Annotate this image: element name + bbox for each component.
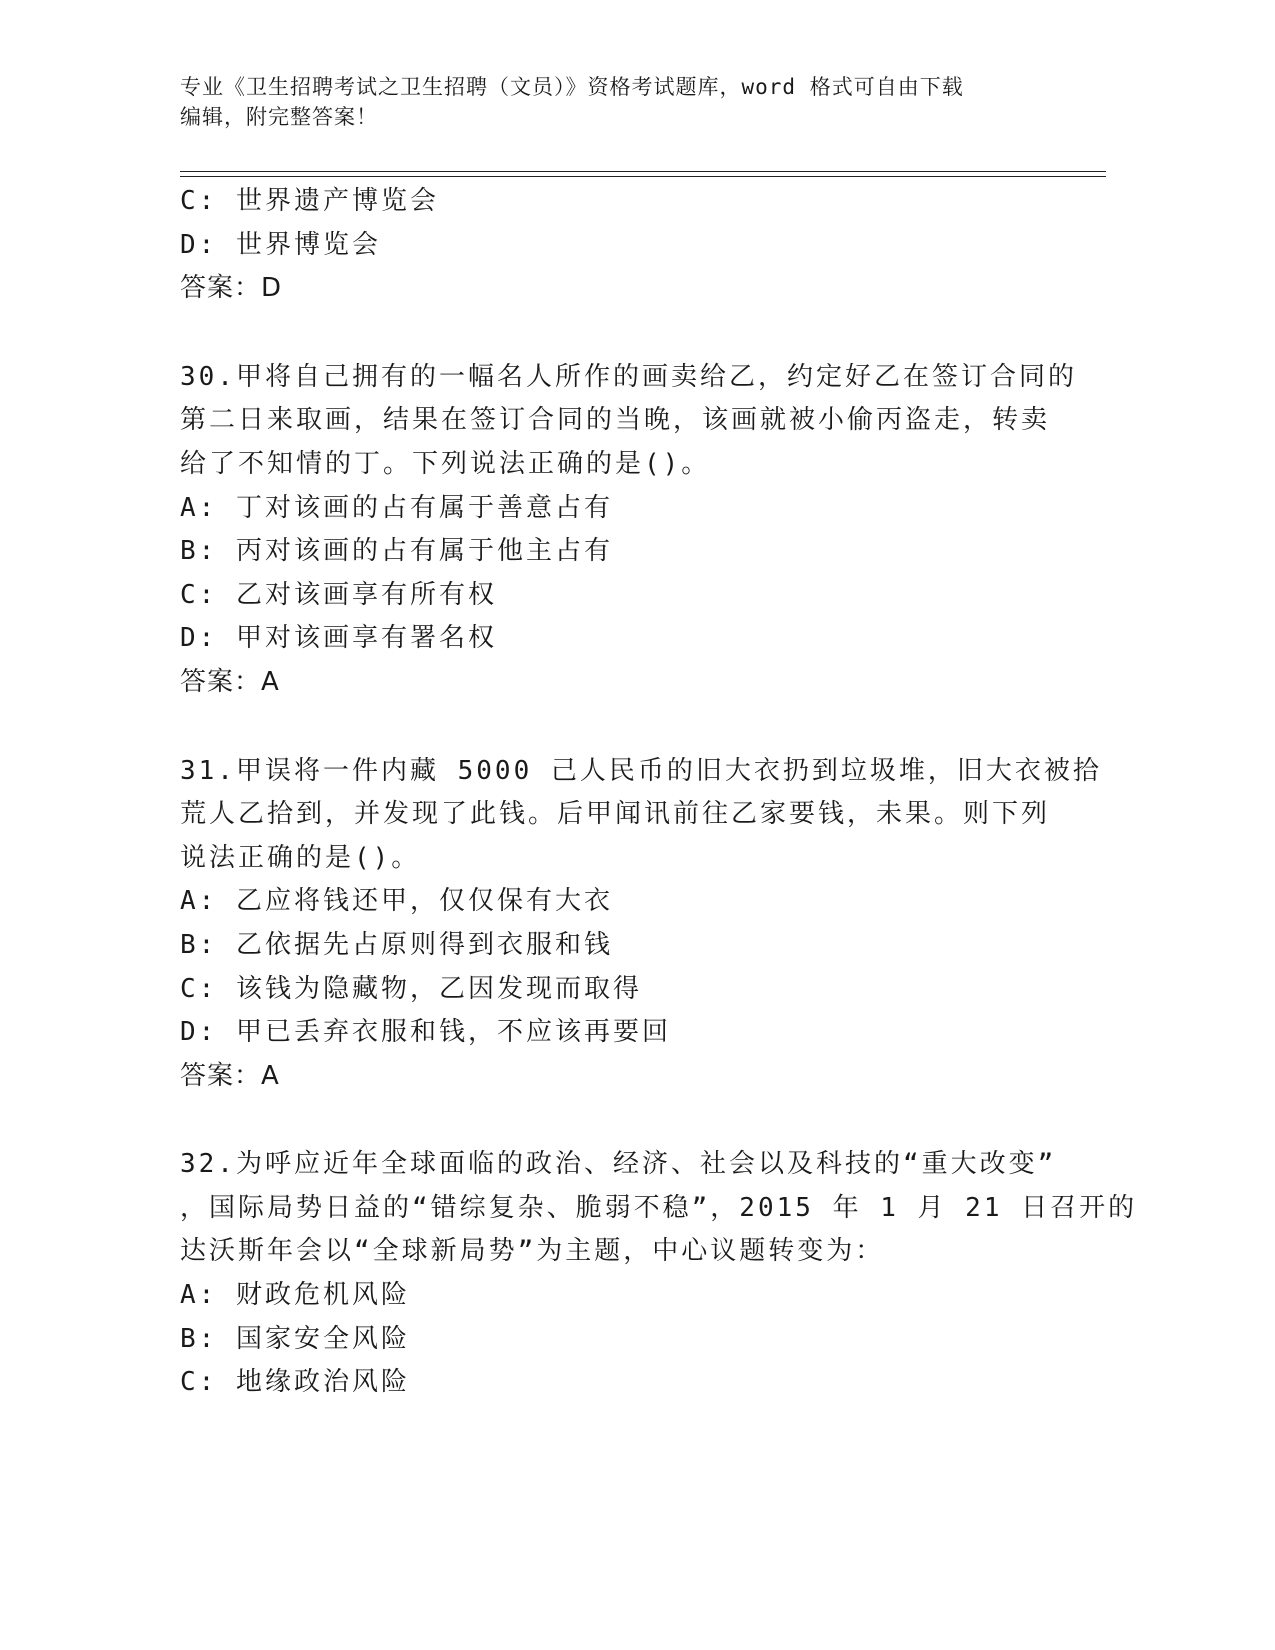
header-rule-bottom <box>180 176 1106 177</box>
option-b: B: 丙对该画的占有属于他主占有 <box>180 536 613 567</box>
question-text-line: 荒人乙拾到，并发现了此钱。后甲闻讯前往乙家要钱，未果。则下列 <box>180 799 1051 830</box>
option-c: C: 地缘政治风险 <box>180 1367 410 1398</box>
option-c: C: 世界遗产博览会 <box>180 186 439 216</box>
question-text-line: 31.甲误将一件内藏 5000 己人民币的旧大衣扔到垃圾堆，旧大衣被拾 <box>180 755 1102 786</box>
option-a: A: 丁对该画的占有属于善意占有 <box>180 492 613 523</box>
option-a: A: 乙应将钱还甲，仅仅保有大衣 <box>180 886 613 917</box>
option-d: D: 甲已丢弃衣服和钱，不应该再要回 <box>180 1017 671 1048</box>
answer-line: 答案：A <box>180 1060 280 1091</box>
question-text-line: ，国际局势日益的“错综复杂、脆弱不稳”，2015 年 1 月 21 日召开的 <box>180 1192 1138 1223</box>
question-32 <box>180 1143 1138 1405</box>
option-d: D: 甲对该画享有署名权 <box>180 623 497 654</box>
header-rule-top <box>180 171 1106 172</box>
document-header <box>180 72 1080 132</box>
question-31 <box>180 750 1102 1099</box>
question-text-line: 达沃斯年会以“全球新局势”为主题，中心议题转变为： <box>180 1236 885 1267</box>
option-d: D: 世界博览会 <box>180 229 381 260</box>
option-c: C: 乙对该画享有所有权 <box>180 579 497 610</box>
question-text-line: 给了不知情的丁。下列说法正确的是()。 <box>180 448 711 479</box>
answer-line: 答案：A <box>180 666 280 697</box>
option-c: C: 该钱为隐藏物，乙因发现而取得 <box>180 973 642 1004</box>
option-a: A: 财政危机风险 <box>180 1280 410 1311</box>
previous-question-tail <box>180 180 1060 311</box>
question-text-line: 说法正确的是()。 <box>180 842 421 873</box>
option-b: B: 国家安全风险 <box>180 1323 410 1354</box>
question-text-line: 30.甲将自己拥有的一幅名人所作的画卖给乙，约定好乙在签订合同的 <box>180 361 1077 392</box>
question-text-line: 32.为呼应近年全球面临的政治、经济、社会以及科技的“重大改变” <box>180 1149 1057 1180</box>
question-text-line: 第二日来取画，结果在签订合同的当晚，该画就被小偷丙盗走，转卖 <box>180 405 1051 436</box>
answer-line: 答案：D <box>180 273 283 304</box>
document-body <box>180 180 1138 1405</box>
header-line-2: 编辑，附完整答案！ <box>180 105 378 129</box>
header-line-1: 专业《卫生招聘考试之卫生招聘（文员）》资格考试题库，word 格式可自由下载 <box>180 75 964 99</box>
option-b: B: 乙依据先占原则得到衣服和钱 <box>180 929 613 960</box>
question-30 <box>180 356 1077 705</box>
